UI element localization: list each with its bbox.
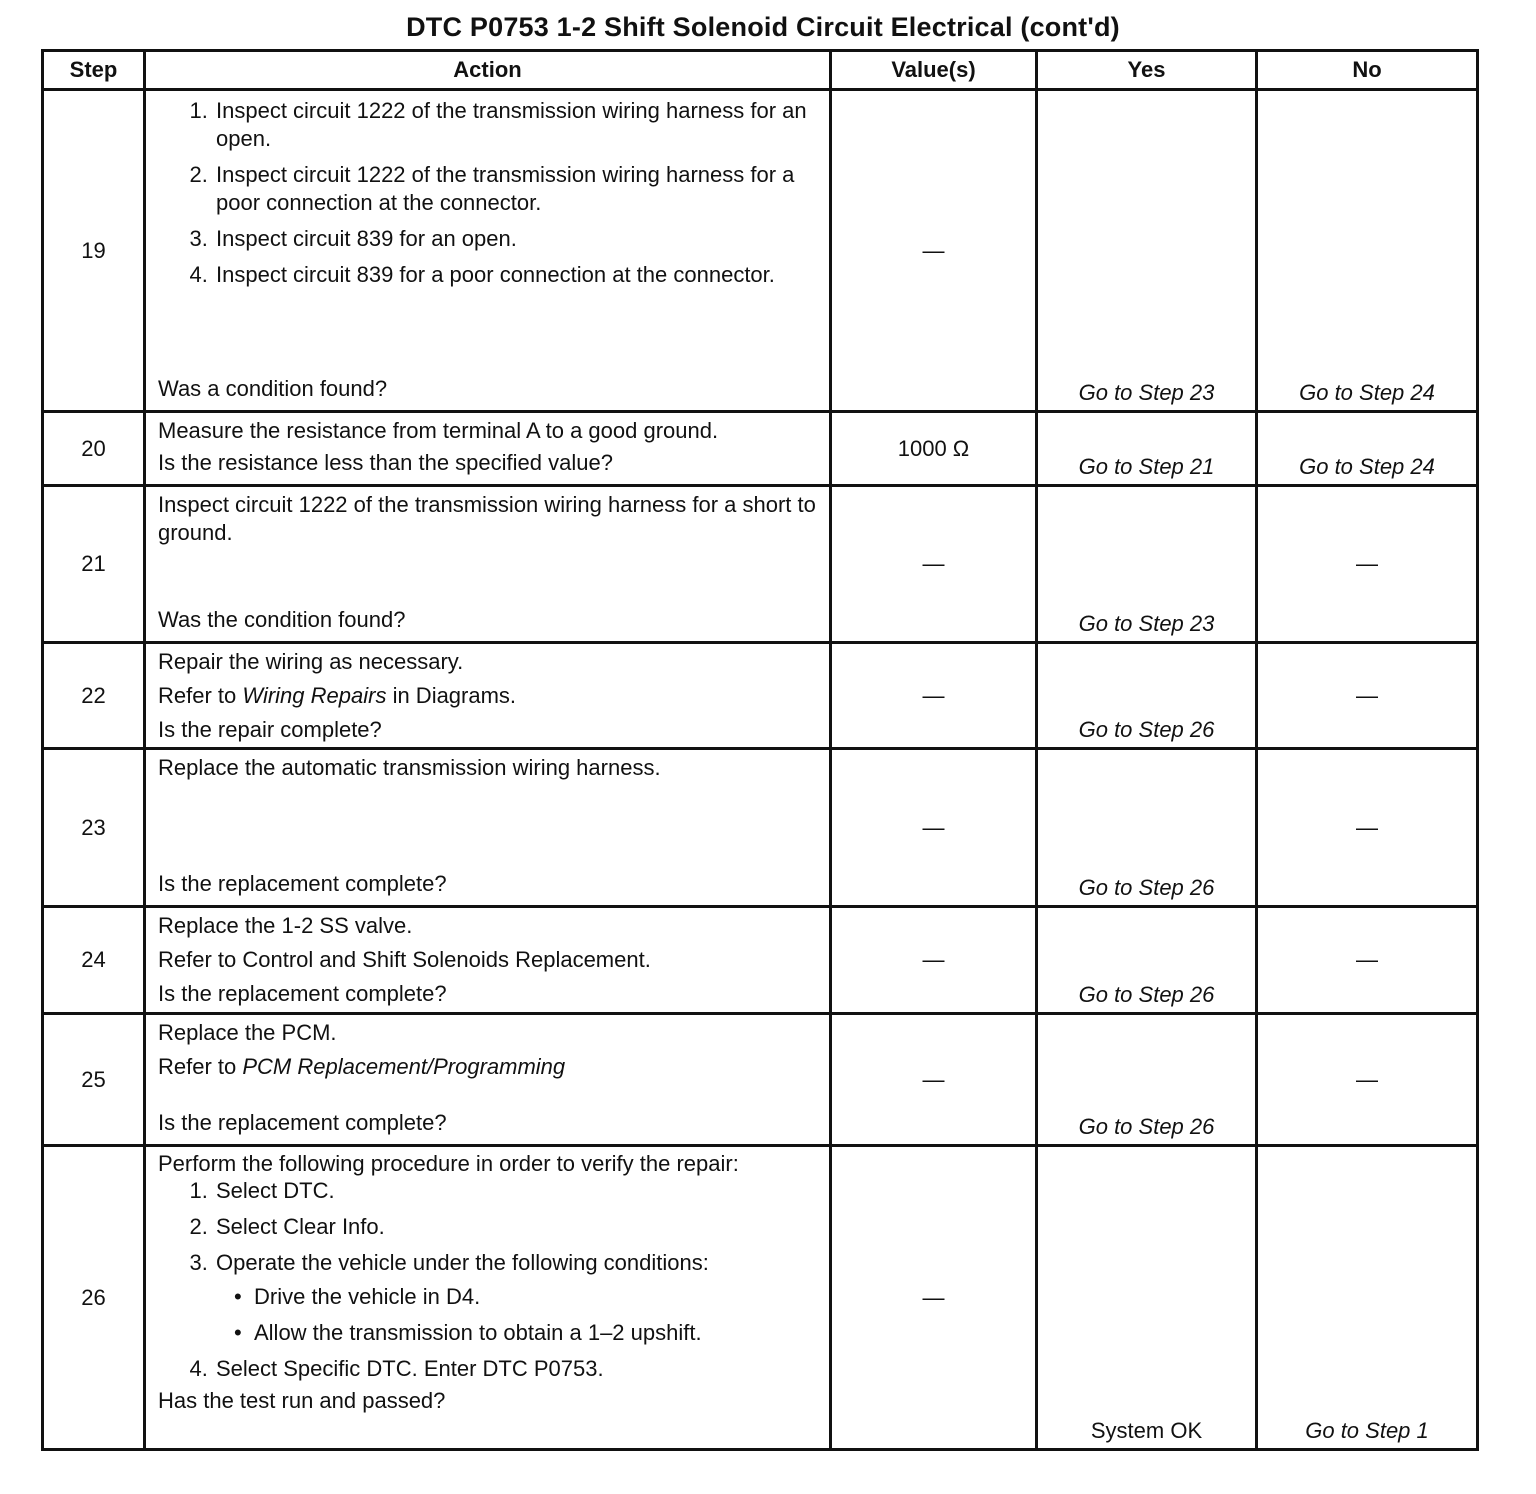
action-refer	[158, 682, 819, 710]
action-line: Measure the resistance from terminal A to a good ground.	[158, 418, 719, 443]
table-row	[43, 907, 1478, 1014]
yes-cell: Go to Step 26	[1037, 749, 1257, 907]
header-row	[43, 51, 1478, 90]
action-intro: Perform the following procedure in order to verify the repair:	[158, 1151, 739, 1176]
bullet-item: • Drive the vehicle in D4.	[252, 1283, 819, 1311]
action-cell	[145, 486, 831, 643]
table-row	[43, 643, 1478, 749]
yes-cell: Go to Step 23	[1037, 90, 1257, 412]
action-cell	[145, 643, 831, 749]
no-cell: Go to Step 1	[1257, 1146, 1478, 1450]
action-cell	[145, 1146, 831, 1450]
action-list	[158, 97, 819, 297]
value-cell: —	[831, 90, 1037, 412]
action-line: Replace the 1-2 SS valve.	[158, 913, 413, 938]
refer-link-wiring-repairs[interactable]: Wiring Repairs	[242, 683, 387, 708]
no-cell: —	[1257, 486, 1478, 643]
list-item: 1. Inspect circuit 1222 of the transmission wiring harness for an open.	[214, 97, 819, 153]
step-number: 23	[43, 749, 145, 907]
header-step: Step	[43, 51, 145, 90]
action-question: Was the condition found?	[158, 607, 406, 632]
step-number: 26	[43, 1146, 145, 1450]
refer-prefix: Refer to	[158, 1054, 243, 1079]
value-cell: 1000 Ω	[831, 412, 1037, 486]
refer-suffix: in Diagrams.	[386, 683, 517, 708]
header-action: Action	[145, 51, 831, 90]
action-line: Replace the automatic transmission wiring harness.	[158, 755, 661, 780]
table-row	[43, 412, 1478, 486]
refer-link-pcm-replacement[interactable]: PCM Replacement/Programming	[242, 1054, 566, 1079]
action-line: Replace the PCM.	[158, 1020, 337, 1045]
step-number: 25	[43, 1014, 145, 1146]
header-values: Value(s)	[831, 51, 1037, 90]
no-cell: —	[1257, 643, 1478, 749]
yes-cell: Go to Step 26	[1037, 1014, 1257, 1146]
value-cell: —	[831, 907, 1037, 1014]
action-cell	[145, 1014, 831, 1146]
table-row	[43, 1014, 1478, 1146]
action-line: Repair the wiring as necessary.	[158, 649, 464, 674]
bullet-item: • Allow the transmission to obtain a 1–2 upshift.	[252, 1319, 819, 1347]
header-yes: Yes	[1037, 51, 1257, 90]
value-cell: —	[831, 486, 1037, 643]
step-number: 24	[43, 907, 145, 1014]
step-number: 22	[43, 643, 145, 749]
list-item: 1. Select DTC.	[214, 1177, 819, 1205]
action-question: Has the test run and passed?	[158, 1388, 446, 1413]
action-line: Inspect circuit 1222 of the transmission wiring harness for a short to ground.	[158, 492, 816, 545]
action-cell	[145, 907, 831, 1014]
action-question: Is the replacement complete?	[158, 1110, 447, 1135]
yes-cell: System OK	[1037, 1146, 1257, 1450]
action-cell	[145, 412, 831, 486]
refer-prefix: Refer to	[158, 683, 243, 708]
action-question: Is the resistance less than the specified value?	[158, 450, 613, 475]
list-item: 2. Inspect circuit 1222 of the transmission wiring harness for a poor connection at the connector.	[214, 161, 819, 217]
no-cell: —	[1257, 1014, 1478, 1146]
table-row	[43, 486, 1478, 643]
action-question: Is the repair complete?	[158, 717, 382, 742]
value-cell: —	[831, 749, 1037, 907]
list-item: 4. Select Specific DTC. Enter DTC P0753.	[214, 1355, 819, 1383]
action-question: Is the replacement complete?	[158, 871, 447, 896]
page-title: DTC P0753 1-2 Shift Solenoid Circuit Electrical (cont'd)	[406, 12, 1120, 42]
list-item	[214, 1249, 819, 1347]
action-cell	[145, 90, 831, 412]
yes-cell: Go to Step 23	[1037, 486, 1257, 643]
value-cell: —	[831, 643, 1037, 749]
list-item: 4. Inspect circuit 839 for a poor connection at the connector.	[214, 261, 819, 289]
no-cell: Go to Step 24	[1257, 412, 1478, 486]
action-cell	[145, 749, 831, 907]
step-number: 20	[43, 412, 145, 486]
list-item-text: Operate the vehicle under the following conditions:	[216, 1250, 709, 1275]
step-number: 19	[43, 90, 145, 412]
no-cell: Go to Step 24	[1257, 90, 1478, 412]
step-number: 21	[43, 486, 145, 643]
yes-cell: Go to Step 21	[1037, 412, 1257, 486]
action-question: Was a condition found?	[158, 376, 388, 401]
value-cell: —	[831, 1014, 1037, 1146]
header-no: No	[1257, 51, 1478, 90]
action-question: Is the replacement complete?	[158, 981, 447, 1006]
list-item: 3. Inspect circuit 839 for an open.	[214, 225, 819, 253]
action-list	[158, 1177, 819, 1391]
table-row	[43, 749, 1478, 907]
value-cell: —	[831, 1146, 1037, 1450]
yes-cell: Go to Step 26	[1037, 643, 1257, 749]
table-row	[43, 90, 1478, 412]
no-cell: —	[1257, 907, 1478, 1014]
diagnostic-table	[41, 49, 1479, 1451]
no-cell: —	[1257, 749, 1478, 907]
bullet-list	[216, 1283, 819, 1347]
action-refer	[158, 1053, 819, 1081]
list-item: 2. Select Clear Info.	[214, 1213, 819, 1241]
yes-cell: Go to Step 26	[1037, 907, 1257, 1014]
action-line: Refer to Control and Shift Solenoids Replacement.	[158, 947, 651, 972]
table-row	[43, 1146, 1478, 1450]
